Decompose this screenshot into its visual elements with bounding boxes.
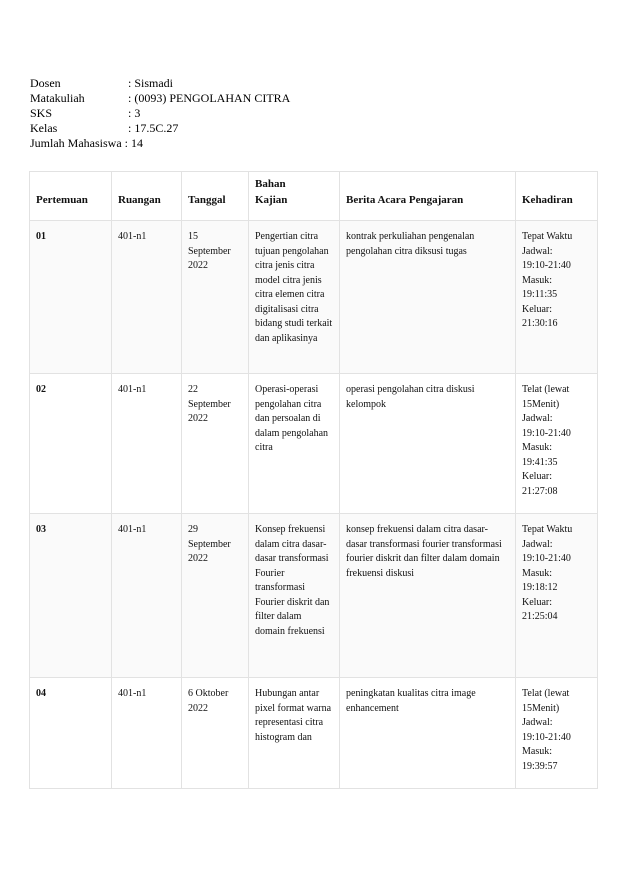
header-ruangan: Ruangan	[112, 172, 182, 221]
cell-tanggal	[182, 221, 249, 374]
kehadiran-line: 19:10-21:40	[522, 260, 571, 271]
cell-pertemuan: 04	[30, 678, 112, 789]
header-pertemuan: Pertemuan	[30, 172, 112, 221]
cell-kehadiran	[516, 514, 598, 678]
table-row	[30, 374, 598, 514]
cell-tanggal	[182, 514, 249, 678]
info-value-matakuliah: : (0093) PENGOLAHAN CITRA	[128, 91, 291, 105]
table-row	[30, 514, 598, 678]
kehadiran-line: Masuk:	[522, 567, 552, 579]
cell-tanggal	[182, 678, 249, 789]
cell-pertemuan: 01	[30, 221, 112, 374]
kehadiran-line: 21:27:08	[522, 485, 558, 497]
tanggal-line: 29	[188, 524, 198, 535]
table-header-row	[30, 172, 598, 221]
kehadiran-line: 15Menit)	[522, 702, 560, 714]
cell-bahan-kajian: Pengertian citra tujuan pengolahan citra jenis citra model citra jenis citra elemen citra digitalisasi citra bidang studi terkait dan aplikasinya	[249, 221, 340, 374]
cell-berita-acara: konsep frekuensi dalam citra dasar-dasar transformasi fourier transformasi fourier diskrit dan filter dalam domain frekuensi diskusi	[340, 514, 516, 678]
cell-bahan-kajian: Konsep frekuensi dalam citra dasar-dasar transformasi Fourier transformasi Fourier diskrit dan filter dalam domain frekuensi	[249, 514, 340, 678]
tanggal-line: 6 Oktober	[188, 688, 229, 699]
cell-kehadiran	[516, 678, 598, 789]
cell-bahan-kajian: Hubungan antar pixel format warna representasi citra histogram dan	[249, 678, 340, 789]
cell-berita-acara: kontrak perkuliahan pengenalan pengolahan citra diksusi tugas	[340, 221, 516, 374]
kehadiran-line: Jadwal:	[522, 413, 553, 424]
kehadiran-line: Tepat Waktu	[522, 231, 573, 242]
info-value-kelas: : 17.5C.27	[128, 121, 179, 135]
cell-kehadiran	[516, 221, 598, 374]
cell-ruangan: 401-n1	[112, 678, 182, 789]
kehadiran-line: 19:10-21:40	[522, 427, 571, 439]
header-bahan-kajian-line2: Kajian	[255, 194, 288, 206]
info-row-sks	[30, 106, 290, 121]
kehadiran-line: Telat (lewat	[522, 688, 570, 699]
kehadiran-line: 19:18:12	[522, 582, 558, 593]
cell-ruangan: 401-n1	[112, 221, 182, 374]
kehadiran-line: 19:10-21:40	[522, 731, 571, 743]
cell-ruangan: 401-n1	[112, 514, 182, 678]
kehadiran-line: 19:11:35	[522, 289, 558, 300]
table-row	[30, 678, 598, 789]
tanggal-line: 2022	[188, 702, 208, 714]
tanggal-line: September	[188, 538, 231, 550]
info-label-dosen: Dosen	[30, 76, 61, 90]
cell-pertemuan: 02	[30, 374, 112, 514]
tanggal-line: September	[188, 245, 231, 257]
tanggal-line: 2022	[188, 553, 208, 564]
tanggal-line: 2022	[188, 413, 208, 424]
cell-kehadiran	[516, 374, 598, 514]
info-row-dosen	[30, 76, 290, 91]
kehadiran-line: Telat (lewat	[522, 384, 570, 395]
kehadiran-line: Masuk:	[522, 274, 552, 286]
tanggal-line: September	[188, 398, 231, 410]
tanggal-line: 22	[188, 384, 198, 395]
info-value-sks: : 3	[128, 106, 141, 120]
cell-berita-acara: peningkatan kualitas citra image enhancement	[340, 678, 516, 789]
cell-ruangan: 401-n1	[112, 374, 182, 514]
info-row-matakuliah	[30, 91, 290, 106]
info-row-jumlah	[30, 136, 290, 151]
header-kehadiran: Kehadiran	[516, 172, 598, 221]
kehadiran-line: Tepat Waktu	[522, 524, 573, 535]
kehadiran-line: 21:25:04	[522, 611, 558, 622]
kehadiran-line: 19:10-21:40	[522, 553, 571, 564]
kehadiran-line: Jadwal:	[522, 717, 553, 728]
teaching-journal-table	[29, 171, 598, 789]
kehadiran-line: 21:30:16	[522, 318, 558, 329]
info-label-jumlah: Jumlah Mahasiswa	[30, 136, 122, 150]
kehadiran-line: Keluar:	[522, 471, 552, 482]
info-row-kelas	[30, 121, 290, 136]
kehadiran-line: 15Menit)	[522, 398, 560, 410]
kehadiran-line: Jadwal:	[522, 245, 553, 257]
kehadiran-line: Masuk:	[522, 442, 552, 453]
cell-bahan-kajian: Operasi-operasi pengolahan citra dan persoalan di dalam pengolahan citra	[249, 374, 340, 514]
header-tanggal: Tanggal	[182, 172, 249, 221]
tanggal-line: 15	[188, 231, 198, 242]
header-bahan-kajian	[249, 172, 340, 221]
info-label-sks: SKS	[30, 106, 53, 120]
header-berita-acara: Berita Acara Pengajaran	[340, 172, 516, 221]
cell-pertemuan: 03	[30, 514, 112, 678]
kehadiran-line: Keluar:	[522, 596, 552, 608]
course-info	[30, 76, 290, 151]
kehadiran-line: 19:39:57	[522, 760, 558, 772]
cell-berita-acara: operasi pengolahan citra diskusi kelompok	[340, 374, 516, 514]
kehadiran-line: Keluar:	[522, 303, 552, 315]
table-row	[30, 221, 598, 374]
kehadiran-line: Jadwal:	[522, 538, 553, 550]
info-value-jumlah: : 14	[124, 136, 143, 150]
tanggal-line: 2022	[188, 260, 208, 271]
kehadiran-line: 19:41:35	[522, 456, 558, 468]
info-value-dosen: : Sismadi	[128, 76, 174, 90]
cell-tanggal	[182, 374, 249, 514]
info-label-matakuliah: Matakuliah	[30, 91, 85, 105]
info-label-kelas: Kelas	[30, 121, 58, 135]
header-bahan-kajian-line1: Bahan	[255, 178, 286, 190]
kehadiran-line: Masuk:	[522, 746, 552, 757]
